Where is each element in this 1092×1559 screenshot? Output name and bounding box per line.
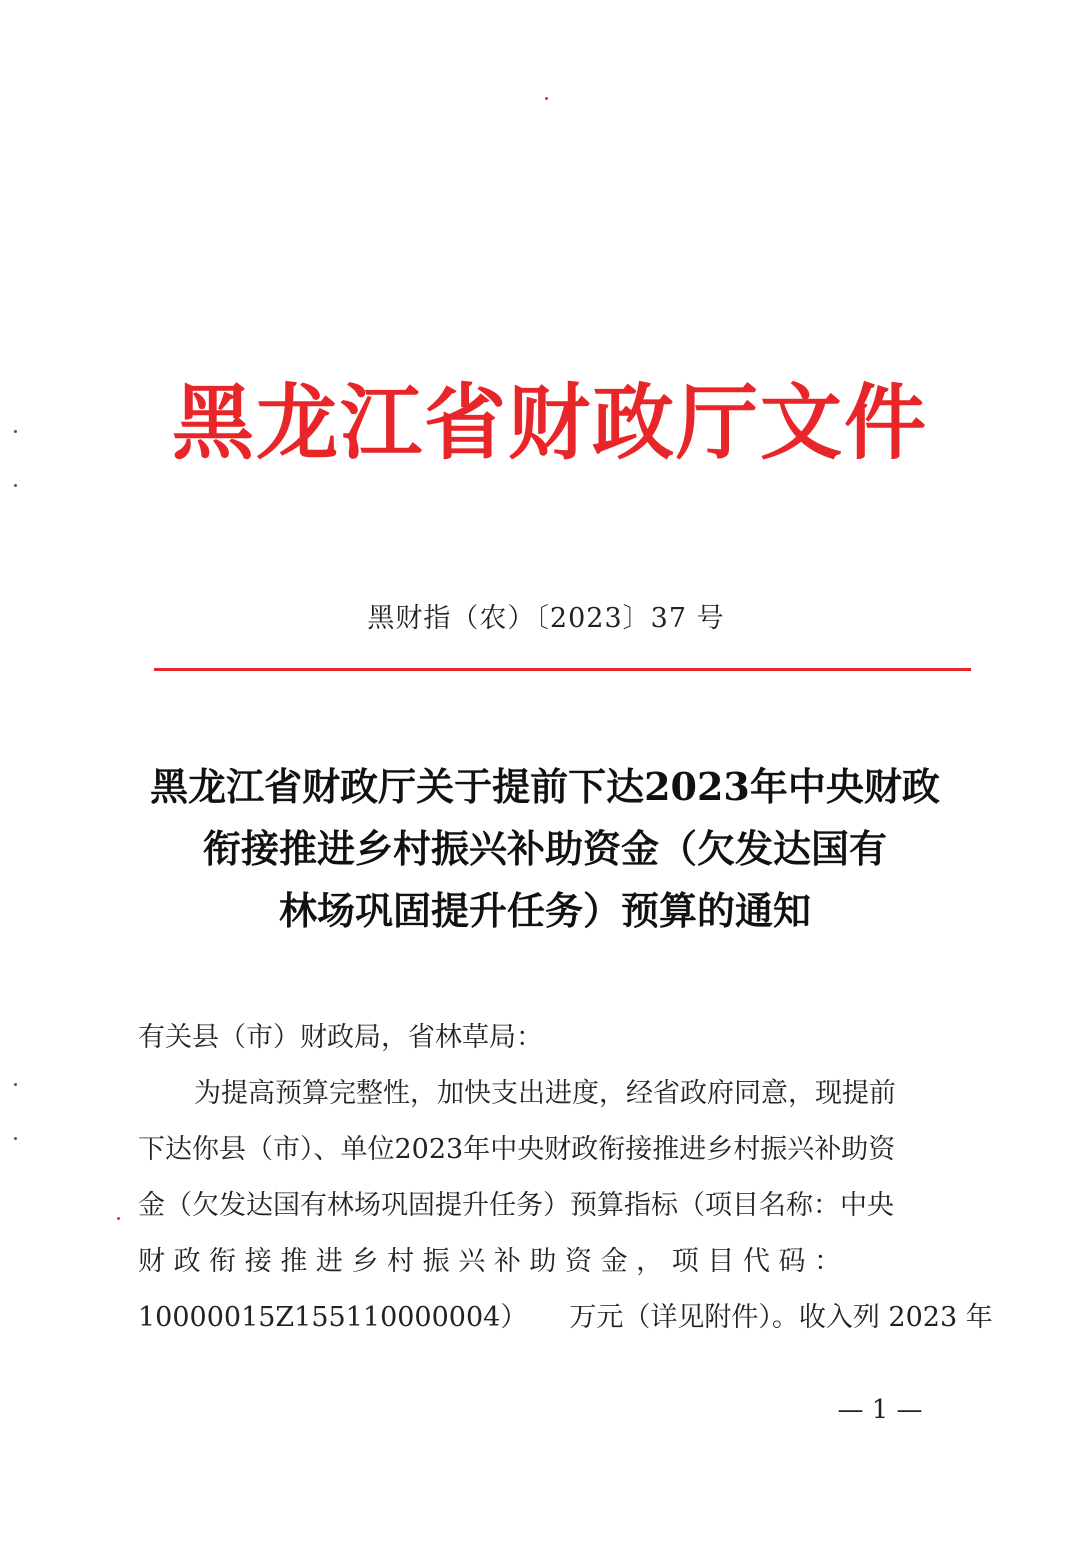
paragraph-line-3: 金（欠发达国有林场巩固提升任务）预算指标（项目名称：中央 <box>138 1190 894 1221</box>
paragraph-line-1: 为提高预算完整性，加快支出进度，经省政府同意，现提前 <box>194 1078 896 1109</box>
document-title-line-1: 黑龙江省财政厅关于提前下达2023年中央财政 <box>150 764 940 809</box>
document-number: 黑财指（农）〔2023〕37 号 <box>367 603 725 634</box>
scan-speck <box>14 1083 17 1086</box>
document-body <box>138 1010 993 1346</box>
document-title <box>110 756 980 942</box>
salutation: 有关县（市）财政局，省林草局： <box>138 1022 543 1053</box>
paragraph-line-4: 财 政 衔 接 推 进 乡 村 振 兴 补 助 资 金 ， 项 目 代 码 ： <box>138 1246 842 1277</box>
scan-speck <box>14 484 17 487</box>
document-title-line-2: 衔接推进乡村振兴补助资金（欠发达国有 <box>202 826 887 871</box>
document-header-title: 黑龙江省财政厅文件 <box>171 375 928 471</box>
page-number: — 1 — <box>837 1395 923 1425</box>
red-separator-line <box>154 668 971 671</box>
scan-speck <box>14 1137 17 1140</box>
scan-speck <box>14 430 17 433</box>
scan-speck <box>545 97 548 100</box>
paragraph-line-2: 下达你县（市）、单位2023年中央财政衔接推进乡村振兴补助资 <box>138 1134 896 1165</box>
project-code: 10000015Z155110000004） <box>138 1302 528 1333</box>
paragraph-line-5-rest: 万元（详见附件）。收入列 2023 年 <box>569 1302 993 1333</box>
paragraph-line-5 <box>138 1290 993 1346</box>
document-title-line-3: 林场巩固提升任务）预算的通知 <box>278 888 811 933</box>
scan-speck <box>117 1217 120 1220</box>
